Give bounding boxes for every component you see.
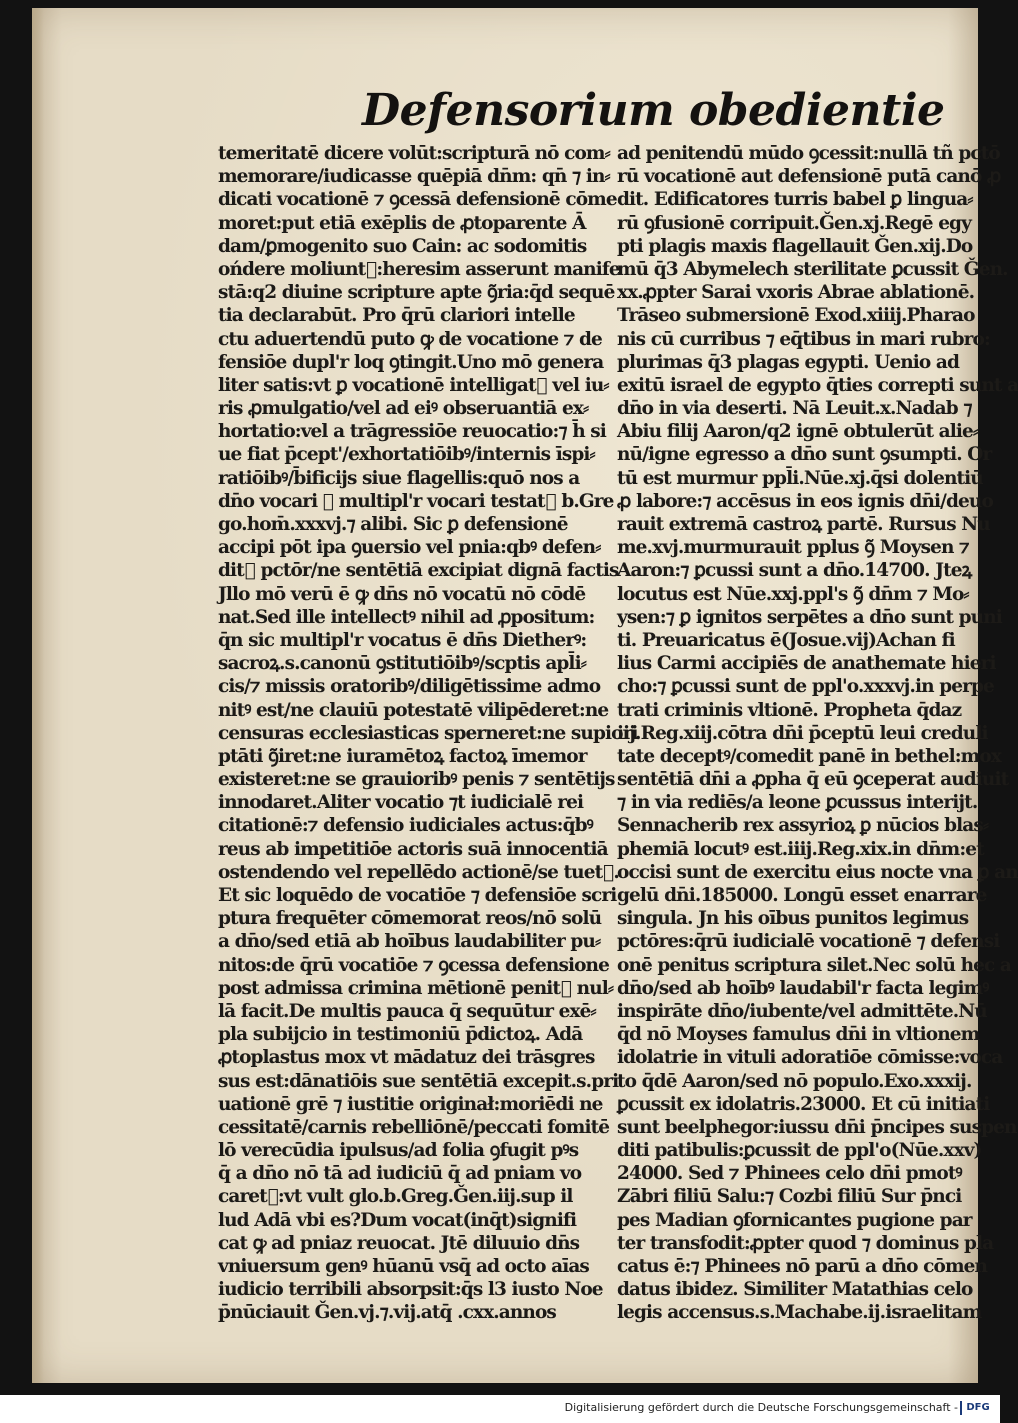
text-line: a dn̄o/sed etiā ab hoībus laudabiliter pu⸗ <box>218 931 601 953</box>
text-line: ti. Preuaricatus ē(Josue.vij)Achan fi <box>617 629 955 651</box>
text-line: nū/igne egresso a dn̄o sunt ꝯsumpti. Or <box>617 444 992 466</box>
text-line: ⁊ in via rediēs/a leone ꝑcussus interijt. <box>617 792 978 814</box>
dfg-logo: DFG <box>960 1401 994 1415</box>
text-line: cessitatē/carnis rebelliōnē/peccati fomitē <box>218 1116 610 1138</box>
text-line: onē penitus scriptura silet.Nec solū hec a <box>617 954 1011 976</box>
text-line: ptura frequēter cōmemorat reos/nō solū <box>218 908 602 930</box>
text-line: Aaron:⁊ ꝑcussi sunt a dn̄o.14700. Jteꝝ <box>617 560 972 582</box>
text-line: nis cū curribus ⁊ eq̄tibus in mari rubro: <box>617 328 990 350</box>
text-line: singula. Jn his oībus punitos legimus <box>617 908 969 930</box>
text-line: dn̄o in via deserti. Nā Leuit.x.Nadab ⁊ <box>617 398 972 420</box>
text-line: catus ē:⁊ Phinees nō parū a dn̄o cōmen <box>617 1256 988 1277</box>
text-line: rū ꝯfusionē corripuit.Ǧen.xj.Regē egy <box>617 212 971 234</box>
text-line: ońdere moliunt᷑:heresim asserunt manife <box>218 258 620 280</box>
text-line: ostendendo vel repellēdo actionē/se tuet᷑. <box>218 861 619 883</box>
text-line: sentētiā dn̄i a ꝓpha q̄ eū ꝯceperat audiuit <box>617 769 1009 791</box>
text-line: pla subijcio in testimoniū p̄dictoꝝ. Adā <box>218 1024 583 1046</box>
text-line: dam/ꝑmogenito suo Cain: ac sodomitis <box>218 235 587 257</box>
text-line: cat ꝙ ad pniaz reuocat. Jtē diluuio dn̄s <box>218 1232 580 1254</box>
text-line: dn̄o/sed ab hoībꝰ laudabil'r facta legimꝰ <box>617 977 989 999</box>
text-line: ad penitendū mūdo ꝯcessit:nullā tñ pctō <box>617 143 1000 164</box>
text-line: mū q̄3 Abymelech sterilitate ꝑcussit Ǧen. <box>617 258 1008 280</box>
text-line: go.hom̄.xxxvj.⁊ alibi. Sic ꝑ defensionē <box>218 514 568 535</box>
text-line: pti plagis maxis flagellauit Ǧen.xij.Do <box>617 235 973 257</box>
text-line: moret:put etiā exēplis de ꝓtoparente Ā <box>218 212 586 234</box>
text-line: diti patibulis:ꝑcussit de ppl'o(Nūe.xxv) <box>617 1140 982 1162</box>
text-line: post admissa crimina mētionē penit᷑ nul⸗ <box>218 977 614 999</box>
text-line: trati criminis vltionē. Propheta q̄daz <box>617 699 962 721</box>
text-line: ris ꝓmulgatio/vel ad eiꝰ obseruantiā ex⸗ <box>218 398 589 420</box>
text-line: exitū israel de egypto q̄ties correpti sunt a <box>617 374 1018 396</box>
text-line: pctōres:q̄rū iudicialē vocationē ⁊ defensi <box>617 931 1000 953</box>
text-line: Trāseo submersionē Exod.xiiij.Pharao <box>617 305 975 327</box>
text-line: q̄n sic multipl'r vocatus ē dn̄s Dietherꝰ: <box>218 629 587 651</box>
text-line: memorare/iudicasse quēpiā dn̄m: qn̄ ⁊ in⸗ <box>218 166 610 188</box>
text-line: liter satis:vt ꝑ vocationē intelligat᷑ vel iu⸗ <box>218 374 609 396</box>
text-line: rauit extremā castroꝝ partē. Rursus Nu <box>617 514 990 535</box>
text-line: p̄nūciauit Ǧen.vj.⁊.vij.atq̄ .cxx.annos <box>218 1302 556 1324</box>
text-line: ꝑcussit ex idolatris.23000. Et cū initiati <box>617 1093 990 1115</box>
text-line: innodaret.Aliter vocatio ⁊t iudicialē rei <box>218 792 584 814</box>
text-line: sunt beelphegor:iussu dn̄i p̄ncipes suspen <box>617 1116 1017 1138</box>
text-line: tate deceptꝰ/comedit panē in bethel:mox <box>617 745 1001 767</box>
text-line: sus est:dānatiōis sue sentētiā excepit.s.pri <box>218 1070 619 1092</box>
text-line: ter transfodit:ꝓpter quod ⁊ dominus pla <box>617 1232 994 1254</box>
text-line: me.xvj.murmurauit pplus ꝯ̃ Moysen ⁊ <box>617 537 969 559</box>
digitization-footer <box>0 1395 1000 1423</box>
text-line: Abiu filij Aaron/q2 ignē obtulerūt alie⸗ <box>617 421 979 443</box>
text-line: Jllo mō verū ē ꝙ dn̄s nō vocatū nō cōdē <box>218 583 586 605</box>
text-line: dit. Edificatores turris babel ꝑ lingua⸗ <box>617 189 973 211</box>
text-line: dn̄o vocari ⁊ multipl'r vocari testat᷑ b.Gre <box>218 490 614 512</box>
text-line: q̄ a dn̄o nō tā ad iudiciū q̄ ad pniam vo <box>218 1163 582 1185</box>
text-line: phemiā locutꝰ est.iiij.Reg.xix.in dn̄m:et <box>617 838 984 860</box>
text-line: legis accensus.s.Machabe.ij.israelitam <box>617 1302 982 1324</box>
text-line: cho:⁊ ꝑcussi sunt de ppl'o.xxxvj.in perpe <box>617 676 994 698</box>
text-line: nat.Sed ille intellectꝰ nihil ad ꝓpositum: <box>218 606 595 628</box>
text-line: nitꝰ est/ne clauiū potestatē vilipēderet:ne <box>218 699 609 721</box>
text-line: ratiōibꝰ/b̄ificijs siue flagellis:quō nos a <box>218 467 580 489</box>
text-line: temeritatē dicere volūt:scripturā nō com⸗ <box>218 143 610 164</box>
text-line: cis/⁊ missis oratoribꝰ/diligētissime admo <box>218 676 601 698</box>
text-line: Et sic loquēdo de vocatiōe ⁊ defensiōe scri <box>218 885 617 906</box>
text-line: sacroꝝ.s.canonū ꝯstitutiōibꝰ/scptis apl̄i⸗ <box>218 653 586 675</box>
text-line: uationē grē ⁊ iustitie originał:moriēdi ne <box>218 1093 603 1115</box>
text-line: 24000. Sed ⁊ Phinees celo dn̄i pmotꝰ <box>617 1163 962 1185</box>
text-line: plurimas q̄3 plagas egypti. Uenio ad <box>617 351 960 373</box>
text-line: caret᷑:vt vult glo.b.Greg.Ǧen.iij.sup il <box>218 1186 573 1208</box>
text-line: hortatio:vel a trāgressiōe reuocatio:⁊ h̄ si <box>218 421 606 443</box>
text-line: locutus est Nūe.xxj.ppl's ꝯ̃ dn̄m ⁊ Mo⸗ <box>617 583 969 605</box>
text-line: ptāti ꝯ̃iret:ne iuramētoꝝ factoꝝ īmemor <box>218 745 587 767</box>
text-line: inspirāte dn̄o/iubente/vel admittēte.Nū <box>617 1000 987 1022</box>
text-line: lā facit.De multis pauca q̄ sequūtur exē⸗ <box>218 1000 596 1022</box>
text-line: citationē:⁊ defensio iudiciales actus:q̄bꝰ <box>218 815 593 837</box>
text-line: ysen:⁊ ꝑ ignitos serpētes a dn̄o sunt puni <box>617 606 1002 628</box>
text-line: stā:q2 diuine scripture apte ꝯ̃ria:q̄d sequē <box>218 282 615 304</box>
text-line: ctu aduertendū puto ꝙ de vocatione ⁊ de <box>218 328 602 350</box>
text-line: rū vocationē aut defensionē putā canō ꝓ <box>617 166 1001 188</box>
text-line: lō verecūdia ipulsus/ad folia ꝯfugit pꝰs <box>218 1140 579 1162</box>
text-line: iudicio terribili absorpsit:q̄s l3 iusto Noe <box>218 1279 603 1301</box>
text-line: accipi pōt ipa ꝯuersio vel pnia:qbꝰ defen⸗ <box>218 537 601 559</box>
text-line: datus ibidez. Similiter Matathias celo <box>617 1279 973 1301</box>
text-line: Zābri filiū Salu:⁊ Cozbi filiū Sur p̄nci <box>617 1186 962 1208</box>
text-line: lius Carmi accipiēs de anathemate hieri <box>617 653 996 675</box>
text-line: ue fiat p̄cept'/exhortatiōibꝰ/internis īspi⸗ <box>218 444 595 466</box>
page-spine-shadow <box>32 8 44 1383</box>
right-text-column <box>617 142 1018 1325</box>
text-line: occisi sunt de exercitu eius nocte vna ꝑ an <box>617 861 1018 883</box>
text-line: censuras ecclesiasticas sperneret:ne supiori <box>218 722 638 744</box>
text-line: tū est murmur ppl̄i.Nūe.xj.q̄si dolentiū <box>617 467 983 489</box>
text-line: to q̄dē Aaron/sed nō populo.Exo.xxxij. <box>617 1070 972 1092</box>
text-line: idolatrie in vituli adoratiōe cōmisse:voca <box>617 1047 1003 1069</box>
text-line: dit᷑ pctōr/ne sentētiā excipiat dignā factis <box>218 560 619 582</box>
text-line: reus ab impetitiōe actoris suā innocentiā <box>218 838 608 860</box>
text-line: lud Adā vbi es?Dum vocat(inq̄t)signifi <box>218 1209 577 1231</box>
text-line: ꝓtoplastus mox vt mādatuz dei trāsgres <box>218 1047 595 1069</box>
text-line: q̄d nō Moyses famulus dn̄i in vltionem <box>617 1024 980 1046</box>
text-line: dicati vocationē ⁊ ꝯcessā defensionē cōme <box>218 189 617 211</box>
text-line: tia declarabūt. Pro q̄rū clariori intelle <box>218 305 575 327</box>
text-line: existeret:ne se grauioribꝰ penis ⁊ sentētijs <box>218 769 615 791</box>
text-line: nitos:de q̄rū vocatiōe ⁊ ꝯcessa defensione <box>218 954 609 976</box>
text-line: iij.Reg.xiij.cōtra dn̄i p̄ceptū leui creduli <box>617 722 988 744</box>
text-line: vniuersum genꝰ hūanū vsq̄ ad octo aīas <box>218 1256 589 1277</box>
left-text-column <box>218 142 638 1325</box>
text-line: xx.ꝓpter Sarai vxoris Abrae ablationē. <box>617 282 975 304</box>
funding-notice: Digitalisierung gefördert durch die Deutsche Forschungsgemeinschaft - <box>564 1401 958 1414</box>
text-line: pes Madian ꝯfornicantes pugione par <box>617 1209 972 1231</box>
book-page <box>32 8 1018 1383</box>
text-line: gelū dn̄i.185000. Longū esset enarrare <box>617 885 987 906</box>
text-line: ꝓ labore:⁊ accēsus in eos ignis dn̄i/deuo <box>617 490 993 512</box>
text-line: Sennacherib rex assyrioꝝ ꝑ nūcios blas⸗ <box>617 815 989 837</box>
running-head: Defensorium obedientie <box>362 85 945 136</box>
text-line: fensiōe dupl'r loq ꝯtingit.Uno mō genera <box>218 351 604 373</box>
